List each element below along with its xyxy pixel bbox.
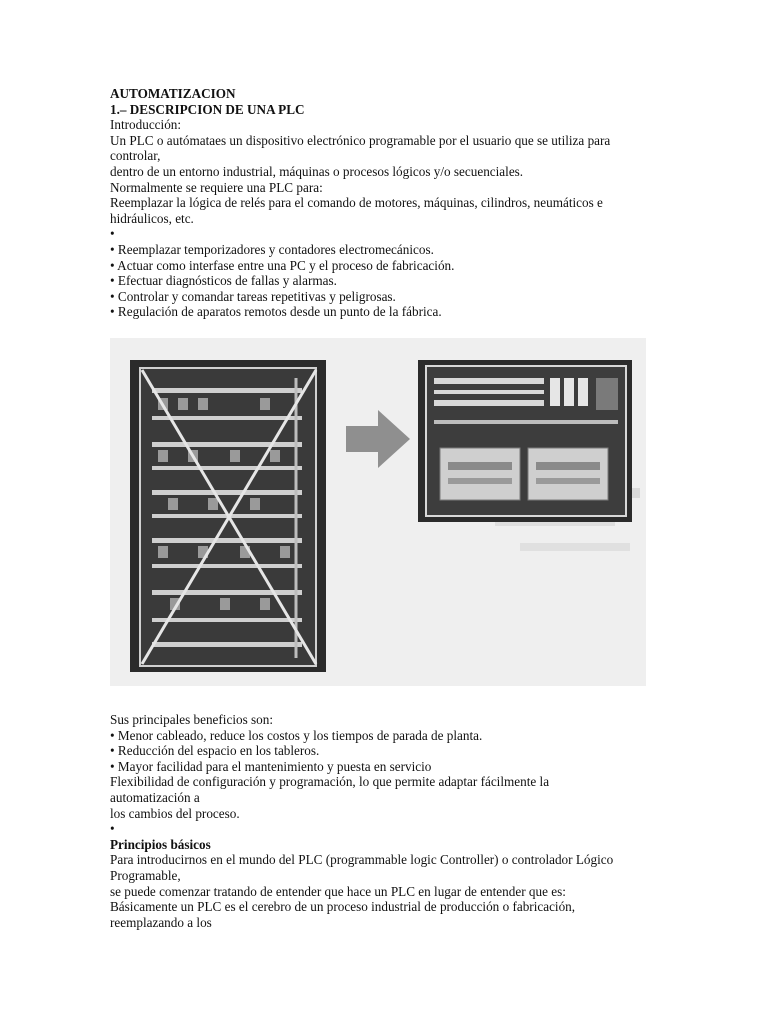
paragraph-line: Básicamente un PLC es el cerebro de un proceso industrial de producción o fabricación,: [110, 899, 576, 915]
paragraph-line: Normalmente se requiere una PLC para:: [110, 179, 323, 195]
intro-section: [110, 86, 650, 320]
paragraph-line: dentro de un entorno industrial, máquinas o procesos lógicos y/o secuenciales.: [110, 163, 524, 179]
paragraph-line: Reemplazar la lógica de relés para el comando de motores, máquinas, cilindros, neumáticos e: [110, 195, 603, 211]
plc-comparison-figure: [110, 338, 646, 686]
relay-cabinet-image: [130, 360, 326, 672]
list-item: • Actuar como interfase entre una PC y el proceso de fabricación.: [110, 257, 455, 273]
list-item: • Mayor facilidad para el mantenimiento y puesta en servicio: [110, 758, 432, 774]
paragraph-line: se puede comenzar tratando de entender que hace un PLC en lugar de entender que es:: [110, 883, 566, 899]
paragraph-line: Para introducirnos en el mundo del PLC (programmable logic Controller) o controlador Lógico: [110, 852, 614, 868]
paragraph-line: automatización a: [110, 789, 200, 805]
paragraph-line: Sus principales beneficios son:: [110, 712, 273, 727]
section-heading: 1.– DESCRIPCION DE UNA PLC: [110, 101, 305, 117]
paragraph-line: Flexibilidad de configuración y programación, lo que permite adaptar fácilmente la: [110, 774, 550, 790]
list-item: • Efectuar diagnósticos de fallas y alarmas.: [110, 273, 337, 289]
list-item: • Menor cableado, reduce los costos y los tiempos de parada de planta.: [110, 727, 483, 743]
list-item: • Controlar y comandar tareas repetitivas y peligrosas.: [110, 288, 396, 304]
list-item: •: [110, 226, 115, 242]
plc-cabinet-image: [418, 360, 632, 522]
paragraph-line: los cambios del proceso.: [110, 805, 240, 821]
document-title: AUTOMATIZACION: [110, 86, 236, 101]
paragraph-line: Un PLC o autómataes un dispositivo electrónico programable por el usuario que se utiliza para: [110, 132, 611, 148]
scan-artifact: [520, 543, 630, 551]
paragraph-line: controlar,: [110, 148, 161, 164]
paragraph-line: hidráulicos, etc.: [110, 210, 194, 226]
paragraph-line: reemplazando a los: [110, 914, 212, 930]
paragraph-line: Programable,: [110, 867, 181, 883]
plc-comparison-illustration: [110, 338, 646, 686]
list-item: • Regulación de aparatos remotos desde un punto de la fábrica.: [110, 304, 442, 320]
list-item: •: [110, 821, 115, 837]
list-item: • Reemplazar temporizadores y contadores electromecánicos.: [110, 241, 434, 257]
benefits-section: [110, 712, 650, 930]
section-heading: Principios básicos: [110, 836, 211, 852]
list-item: • Reducción del espacio en los tableros.: [110, 743, 320, 759]
paragraph-line: Introducción:: [110, 117, 182, 133]
